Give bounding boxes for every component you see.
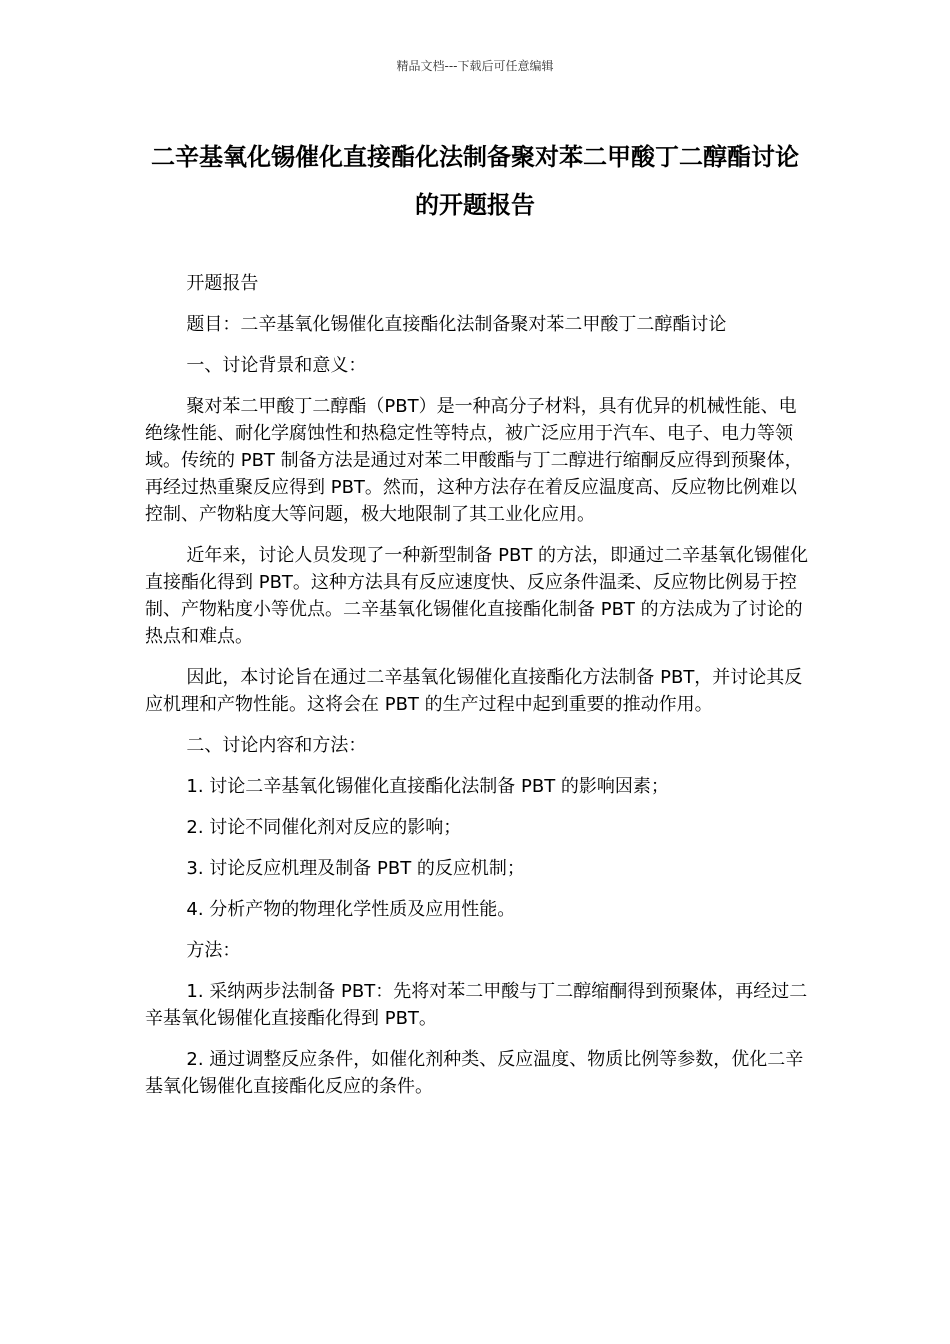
section-heading-background: 一、讨论背景和意义：	[186, 355, 367, 376]
document-title: 二辛基氧化锡催化直接酯化法制备聚对苯二甲酸丁二醇酯讨论的开题报告	[151, 143, 799, 219]
section-heading-content-methods: 二、讨论内容和方法：	[186, 735, 367, 756]
paragraph-report-label: 开题报告	[186, 273, 259, 294]
document-body	[145, 270, 810, 1114]
list-item-content-1: 1. 讨论二辛基氧化锡催化直接酯化法制备 PBT 的影响因素；	[186, 776, 669, 797]
list-item-content-2: 2. 讨论不同催化剂对反应的影响；	[186, 817, 462, 838]
paragraph-topic: 题目：二辛基氧化锡催化直接酯化法制备聚对苯二甲酸丁二醇酯讨论	[186, 314, 727, 335]
page-header: 精品文档---下载后可任意编辑	[396, 59, 554, 73]
list-item-method-1: 1. 采纳两步法制备 PBT：先将对苯二甲酸与丁二醇缩酮得到预聚体，再经过二辛基氧化锡催化直接酯化得到 PBT。	[145, 981, 808, 1029]
paragraph-background-1: 聚对苯二甲酸丁二醇酯（PBT）是一种高分子材料，具有优异的机械性能、电绝缘性能、耐化学腐蚀性和热稳定性等特点，被广泛应用于汽车、电子、电力等领域。传统的 PBT 制备方法是通过对苯二甲酸酯与丁二醇进行缩酮反应得到预聚体，再经过热重聚反应得到 PBT。然而，这种方法存在着反应温度高、反应物比例难以控制、产物粘度大等问题，极大地限制了其工业化应用。	[145, 396, 803, 525]
section-heading-methods: 方法：	[186, 940, 241, 961]
list-item-content-4: 4. 分析产物的物理化学性质及应用性能。	[186, 899, 516, 920]
paragraph-background-3: 因此，本讨论旨在通过二辛基氧化锡催化直接酯化方法制备 PBT，并讨论其反应机理和产物性能。这将会在 PBT 的生产过程中起到重要的推动作用。	[145, 667, 803, 715]
list-item-content-3: 3. 讨论反应机理及制备 PBT 的反应机制；	[186, 858, 525, 879]
list-item-method-2: 2. 通过调整反应条件，如催化剂种类、反应温度、物质比例等参数，优化二辛基氧化锡催化直接酯化反应的条件。	[145, 1049, 804, 1097]
paragraph-background-2: 近年来，讨论人员发现了一种新型制备 PBT 的方法，即通过二辛基氧化锡催化直接酯化得到 PBT。这种方法具有反应速度快、反应条件温柔、反应物比例易于控制、产物粘度小等优点。二辛基氧化锡催化直接酯化制备 PBT 的方法成为了讨论的热点和难点。	[145, 545, 809, 647]
